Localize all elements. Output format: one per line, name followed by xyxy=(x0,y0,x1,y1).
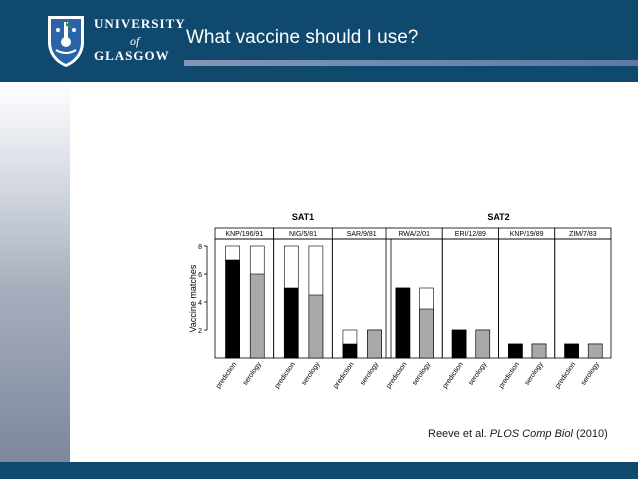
crest-icon xyxy=(46,14,86,68)
serology-bar xyxy=(476,330,490,358)
panel-frame xyxy=(274,239,333,358)
x-tick-label: prediction xyxy=(215,361,239,391)
slide-footer xyxy=(0,462,638,479)
serology-bar xyxy=(420,309,434,358)
prediction-bar xyxy=(284,288,298,358)
panel-label: ERI/12/89 xyxy=(454,231,486,238)
x-tick-label: prediction xyxy=(497,361,522,391)
x-tick-label: prediction xyxy=(441,361,465,391)
slide-header xyxy=(0,0,638,82)
panel-label: ZIM/7/83 xyxy=(569,231,597,238)
panel-frame xyxy=(386,239,442,358)
panel-frame xyxy=(555,239,611,358)
chart-canvas xyxy=(186,208,616,393)
x-tick-label: serology xyxy=(523,361,545,387)
title-underline xyxy=(184,60,638,66)
prediction-bar xyxy=(343,344,357,358)
serology-bar xyxy=(532,344,546,358)
university-logo xyxy=(46,14,186,76)
group-label: SAT1 xyxy=(291,212,315,222)
x-tick-label: serology xyxy=(411,361,433,387)
panel-frame xyxy=(332,239,391,358)
y-tick-label: 6 xyxy=(198,272,202,279)
x-tick-label: serology xyxy=(241,361,263,387)
panel-frame xyxy=(499,239,555,358)
panel-label: SAR/9/81 xyxy=(346,231,377,238)
x-tick-label: prediction xyxy=(385,361,409,391)
serology-bar xyxy=(309,295,323,358)
logo-university: UNIVERSITY xyxy=(94,16,186,31)
citation-authors: Reeve et al. xyxy=(428,428,487,440)
x-tick-label: serology xyxy=(467,361,489,387)
logo-glasgow: GLASGOW xyxy=(94,48,170,63)
serology-bar xyxy=(588,344,602,358)
y-tick-label: 4 xyxy=(198,300,202,307)
panel-label: NIG/5/81 xyxy=(288,231,318,238)
sidebar-gradient xyxy=(0,82,70,462)
x-tick-label: serology xyxy=(300,361,322,387)
slide-title: What vaccine should I use? xyxy=(186,27,419,48)
x-tick-label: serology xyxy=(579,361,601,387)
x-tick-label: prediction xyxy=(332,361,356,391)
prediction-bar xyxy=(508,344,522,358)
prediction-bar xyxy=(396,288,410,358)
x-tick-label: serology xyxy=(359,361,381,387)
x-tick-label: prediction xyxy=(273,361,297,391)
panel-label: KNP/19/89 xyxy=(509,231,544,238)
logo-of: of xyxy=(130,34,140,48)
citation-journal: PLOS Comp Biol xyxy=(489,428,573,440)
panel-label: RWA/2/01 xyxy=(398,231,430,238)
prediction-bar xyxy=(452,330,466,358)
x-tick-label: prediction xyxy=(554,361,578,391)
y-tick-label: 2 xyxy=(198,328,202,335)
vaccine-match-chart xyxy=(186,208,616,398)
panel-frame xyxy=(215,239,274,358)
citation xyxy=(428,428,608,440)
prediction-bar xyxy=(565,344,579,358)
group-label: SAT2 xyxy=(487,212,510,222)
prediction-bar xyxy=(226,260,240,358)
citation-year: (2010) xyxy=(575,428,608,440)
panel-label: KNP/196/91 xyxy=(225,231,264,238)
serology-bar xyxy=(368,330,382,358)
serology-bar xyxy=(250,274,264,358)
y-tick-label: 8 xyxy=(198,244,202,251)
y-axis-label: Vaccine matches xyxy=(188,264,198,333)
panel-frame xyxy=(442,239,498,358)
